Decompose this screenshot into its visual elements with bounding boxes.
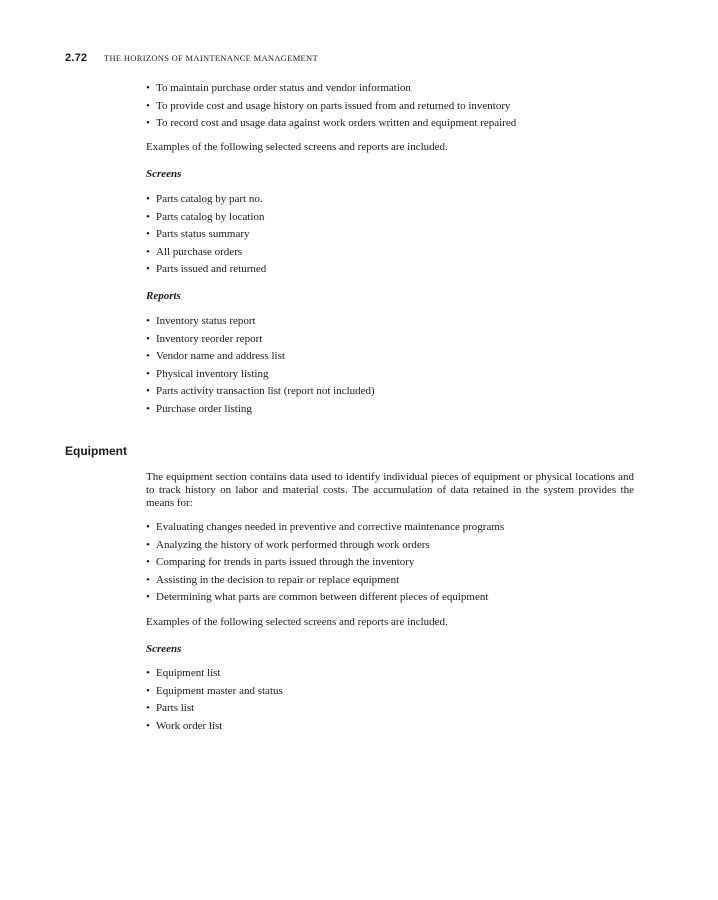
page-number: 2.72 bbox=[65, 52, 88, 64]
parts-examples-text: Examples of the following selected screens and reports are included. bbox=[146, 141, 448, 153]
list-item: • Comparing for trends in parts issued through the inventory bbox=[146, 554, 634, 572]
list-item: • Work order list bbox=[146, 718, 634, 736]
book-title: THE HORIZONS OF MAINTENANCE MANAGEMENT bbox=[104, 53, 318, 63]
equipment-screens-block bbox=[146, 641, 634, 659]
top-bullet-block bbox=[146, 80, 634, 133]
equipment-bullet-list bbox=[146, 519, 634, 607]
list-item: • Analyzing the history of work performed through work orders bbox=[146, 537, 634, 555]
parts-screens-list-block bbox=[146, 191, 634, 279]
list-item: • All purchase orders bbox=[146, 244, 634, 262]
parts-screens-list bbox=[146, 191, 634, 279]
parts-reports-list bbox=[146, 313, 634, 418]
list-item: • To maintain purchase order status and vendor information bbox=[146, 80, 634, 98]
equipment-screens-list-block bbox=[146, 665, 634, 735]
running-head bbox=[65, 52, 318, 66]
list-item: • Evaluating changes needed in preventive and corrective maintenance programs bbox=[146, 519, 634, 537]
list-item: • Assisting in the decision to repair or replace equipment bbox=[146, 572, 634, 590]
equipment-screens-heading: Screens bbox=[146, 643, 182, 655]
list-item: • To record cost and usage data against work orders written and equipment repaired bbox=[146, 115, 634, 133]
list-item: • Determining what parts are common between different pieces of equipment bbox=[146, 589, 634, 607]
list-item: • Purchase order listing bbox=[146, 401, 634, 419]
equipment-intro-block bbox=[146, 471, 634, 510]
list-item: • Parts issued and returned bbox=[146, 261, 634, 279]
parts-reports-list-block bbox=[146, 313, 634, 418]
parts-screens-heading: Screens bbox=[146, 168, 182, 180]
equipment-screens-list bbox=[146, 665, 634, 735]
list-item: • Equipment list bbox=[146, 665, 634, 683]
equipment-intro-text: The equipment section contains data used to identify individual pieces of equipment or physical locations and to track history on labor and material costs. The accumulation of data retained in the system provides the means for: bbox=[146, 471, 634, 509]
list-item: • Inventory reorder report bbox=[146, 331, 634, 349]
list-item: • Inventory status report bbox=[146, 313, 634, 331]
list-item: • Physical inventory listing bbox=[146, 366, 634, 384]
equipment-bullet-block bbox=[146, 519, 634, 607]
list-item: • To provide cost and usage history on parts issued from and returned to inventory bbox=[146, 98, 634, 116]
parts-reports-block bbox=[146, 288, 634, 306]
equipment-section-heading: Equipment bbox=[65, 444, 127, 458]
list-item: • Equipment master and status bbox=[146, 683, 634, 701]
equipment-examples-text: Examples of the following selected screens and reports are included. bbox=[146, 616, 448, 628]
parts-examples-block bbox=[146, 139, 634, 157]
parts-reports-heading: Reports bbox=[146, 290, 181, 302]
top-bullet-list bbox=[146, 80, 634, 133]
list-item: • Parts activity transaction list (report not included) bbox=[146, 383, 634, 401]
list-item: • Vendor name and address list bbox=[146, 348, 634, 366]
list-item: • Parts catalog by location bbox=[146, 209, 634, 227]
equipment-examples-block bbox=[146, 614, 634, 632]
parts-screens-block bbox=[146, 166, 634, 184]
list-item: • Parts catalog by part no. bbox=[146, 191, 634, 209]
list-item: • Parts list bbox=[146, 700, 634, 718]
list-item: • Parts status summary bbox=[146, 226, 634, 244]
